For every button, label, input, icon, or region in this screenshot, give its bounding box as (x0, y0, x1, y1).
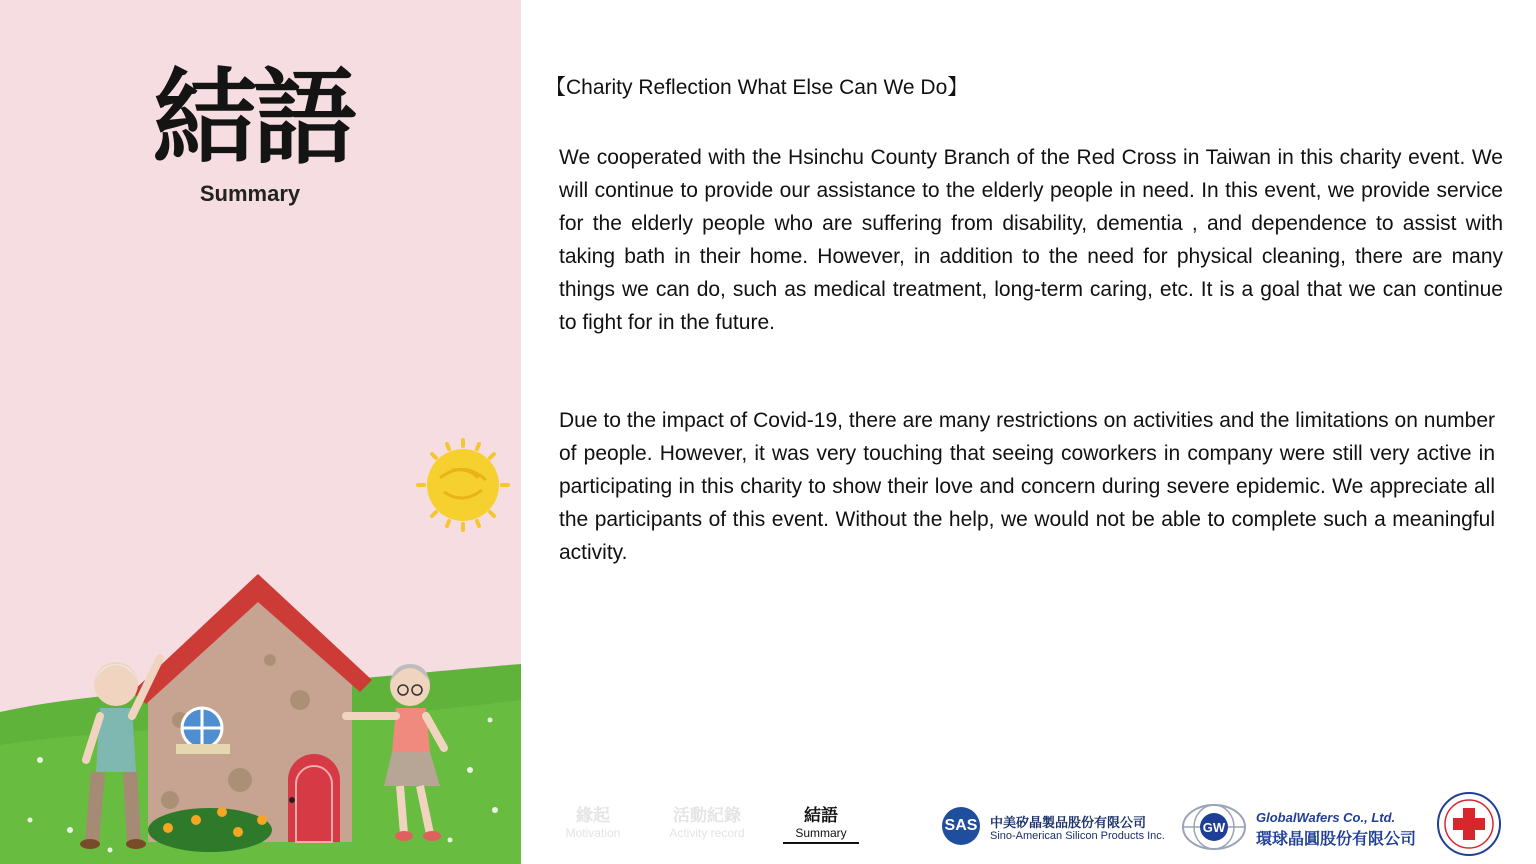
nav-summary-en: Summary (795, 826, 847, 840)
nav-summary[interactable] (783, 806, 859, 844)
sas-company-name-zh: 中美矽晶製品股份有限公司 (990, 816, 1147, 831)
paragraph-2: Due to the impact of Covid-19, there are many restrictions on activities and the limitations on number of people. However, it was very touching that seeing coworkers in company were still very active in participating in this charity to show their love and concern during severe epidemic. We appreciate all the participants of this event. Without the help, we would not be able to complete such a meaningful activity. (559, 409, 1495, 564)
nav-motivation-zh: 緣起 (576, 806, 610, 826)
content-heading: 【Charity Reflection What Else Can We Do】 (545, 76, 969, 99)
gw-logo (1181, 802, 1247, 852)
red-cross-icon (1436, 791, 1502, 857)
nav-motivation-en: Motivation (565, 826, 621, 840)
section-title-cjk: 結語 (152, 57, 353, 179)
nav-motivation[interactable] (556, 806, 630, 846)
left-panel (0, 0, 521, 864)
nav-activity-record-zh: 活動紀錄 (673, 806, 741, 826)
sas-company-name-en: Sino-American Silicon Products Inc. (990, 830, 1165, 842)
gw-company-name-zh: 環球晶圓股份有限公司 (1256, 829, 1417, 848)
sun-icon (418, 440, 508, 530)
section-title-en: Summary (199, 181, 301, 206)
sas-logo: SAS (942, 807, 980, 845)
gw-logo-mark: GW (1202, 820, 1226, 835)
paragraph-1: We cooperated with the Hsinchu County Branch of the Red Cross in Taiwan in this charity event. We will continue to provide our assistance to the elderly people in need. In this event, we provide service for the elderly people who are suffering from disability, dementia , and dependence to assist with taking bath in their home. However, in addition to the need for physical cleaning, there are many things we can do, such as medical treatment, long-term caring, etc. It is a goal that we can continue to fight for in the future. (559, 146, 1503, 334)
nav-summary-zh: 結語 (804, 806, 838, 826)
gw-company-name-en: GlobalWafers Co., Ltd. (1256, 810, 1396, 825)
nav-activity-record-en: Activity record (669, 826, 745, 840)
nav-activity-record[interactable] (656, 806, 758, 846)
